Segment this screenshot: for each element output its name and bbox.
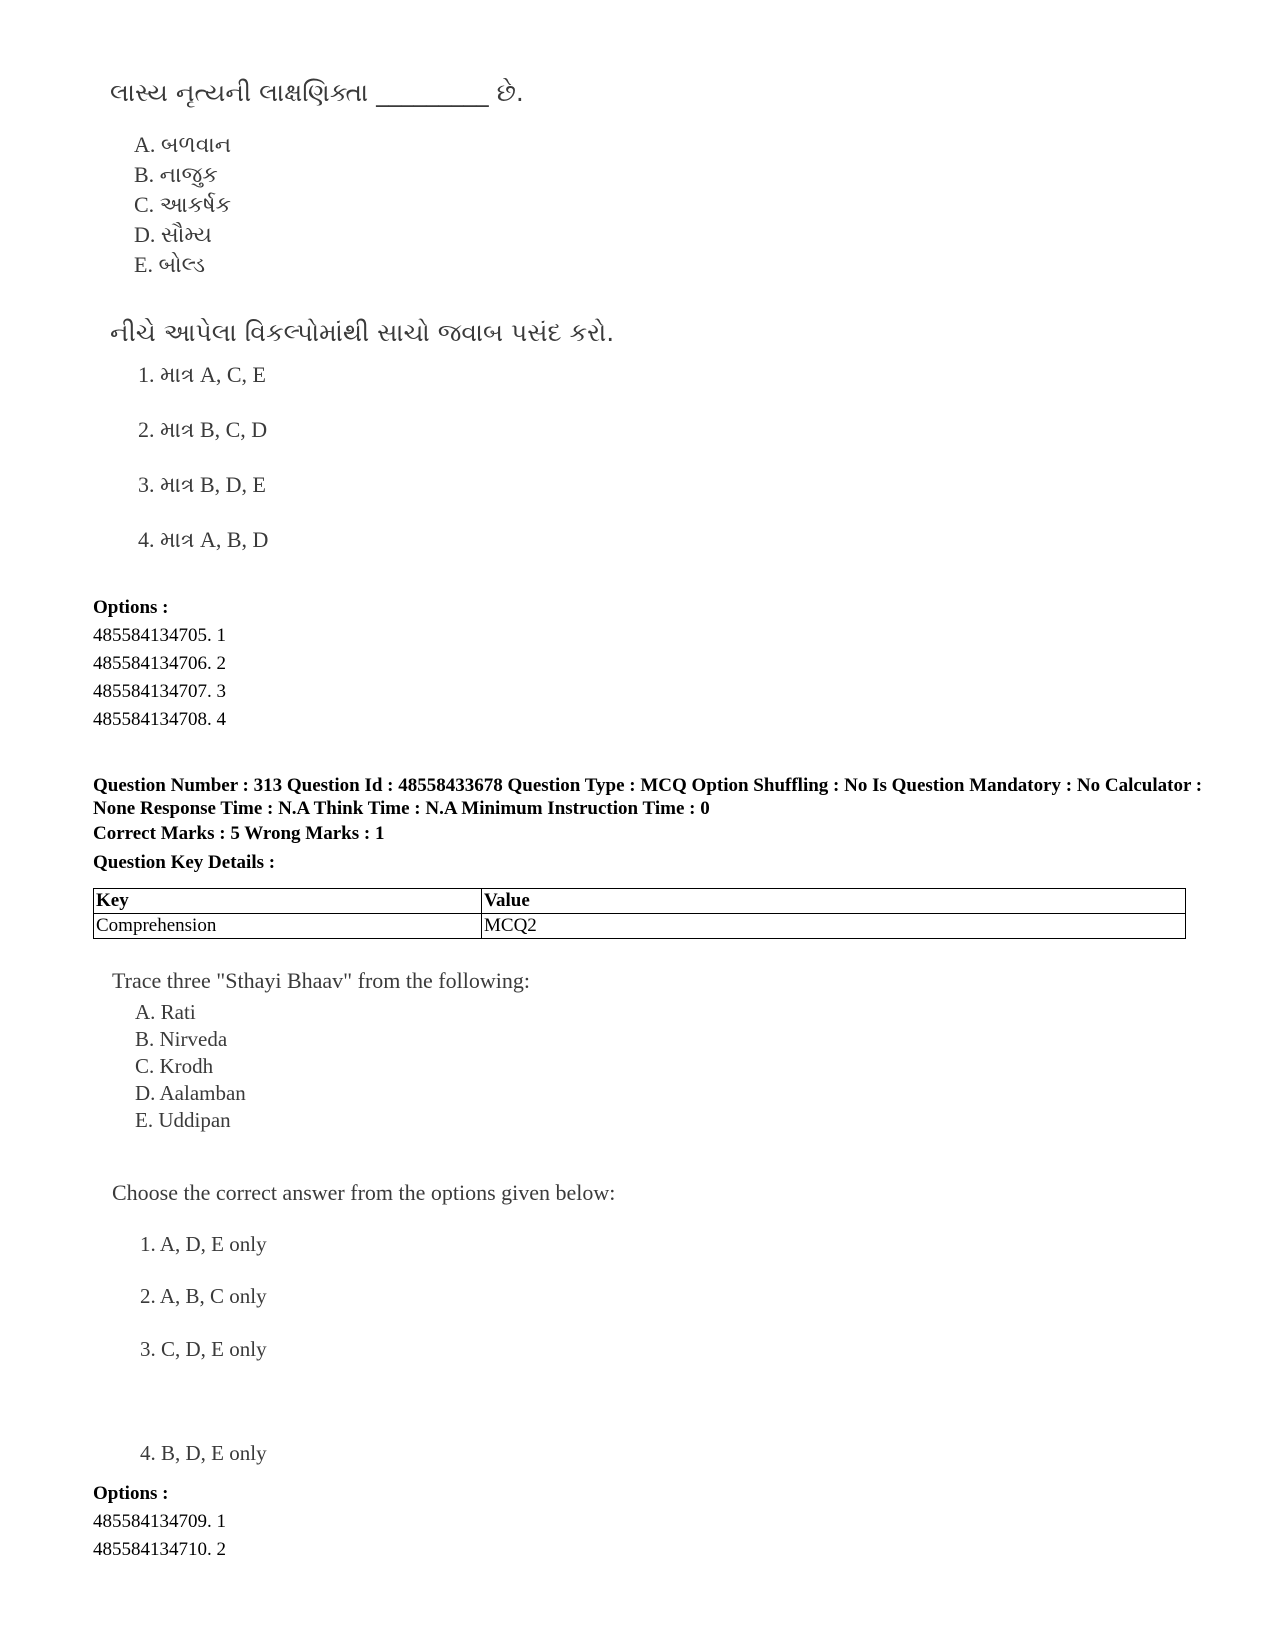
q2-meta: Question Number : 313 Question Id : 48558433678 Question Type : MCQ Option Shuffling : No Is Question Mandatory : No Calculator : None Response Time : N.A Think Time : N.A Minimum Instruction Time : 0 [93, 775, 1203, 819]
q1-option-2: 485584134706. 2 [93, 653, 226, 674]
table-header-key: Key [94, 889, 482, 914]
q2-item-c: C. Krodh [135, 1054, 214, 1078]
question-key-table [93, 888, 1186, 939]
q2-item-d: D. Aalamban [135, 1081, 246, 1105]
q2-answer-1: 1. A, D, E only [140, 1232, 267, 1256]
q1-item-c: C. આકર્ષક [134, 192, 232, 217]
q1-item-e: E. બોલ્ડ [134, 252, 206, 277]
q1-options-label: Options : [93, 597, 169, 618]
q2-option-2: 485584134710. 2 [93, 1539, 226, 1560]
q2-item-e: E. Uddipan [135, 1108, 231, 1132]
q2-stem: Trace three "Sthayi Bhaav" from the following: [112, 968, 530, 993]
q2-answer-4: 4. B, D, E only [140, 1441, 267, 1465]
table-header-row [94, 889, 1186, 914]
q2-answer-2: 2. A, B, C only [140, 1284, 267, 1308]
q1-option-4: 485584134708. 4 [93, 709, 226, 730]
table-cell-key: Comprehension [94, 914, 482, 939]
q1-instruction: નીચે આપેલા વિકલ્પોમાંથી સાચો જવાબ પસંદ કરો. [110, 318, 615, 347]
q1-answer-1: 1. માત્ર A, C, E [138, 362, 266, 387]
q1-option-1: 485584134705. 1 [93, 625, 226, 646]
table-row [94, 914, 1186, 939]
q2-instruction: Choose the correct answer from the options given below: [112, 1180, 616, 1205]
q1-item-a: A. બળવાન [134, 132, 232, 157]
table-cell-value: MCQ2 [482, 914, 1186, 939]
q1-item-d: D. સૌમ્ય [134, 222, 212, 247]
table-header-value: Value [482, 889, 1186, 914]
q1-answer-2: 2. માત્ર B, C, D [138, 417, 268, 442]
q1-answer-3: 3. માત્ર B, D, E [138, 472, 266, 497]
q1-answer-4: 4. માત્ર A, B, D [138, 527, 269, 552]
q2-answer-3: 3. C, D, E only [140, 1337, 267, 1361]
q1-option-3: 485584134707. 3 [93, 681, 226, 702]
q1-stem: લાસ્ય નૃત્યની લાક્ષણિક્તા _________ છે. [110, 78, 524, 107]
q2-option-1: 485584134709. 1 [93, 1511, 226, 1532]
q2-options-label: Options : [93, 1483, 169, 1504]
q1-item-b: B. નાજુક [134, 162, 218, 187]
q2-key-details-label: Question Key Details : [93, 852, 276, 873]
q2-item-b: B. Nirveda [135, 1027, 228, 1051]
q2-item-a: A. Rati [135, 1000, 196, 1024]
q2-marks: Correct Marks : 5 Wrong Marks : 1 [93, 823, 385, 844]
